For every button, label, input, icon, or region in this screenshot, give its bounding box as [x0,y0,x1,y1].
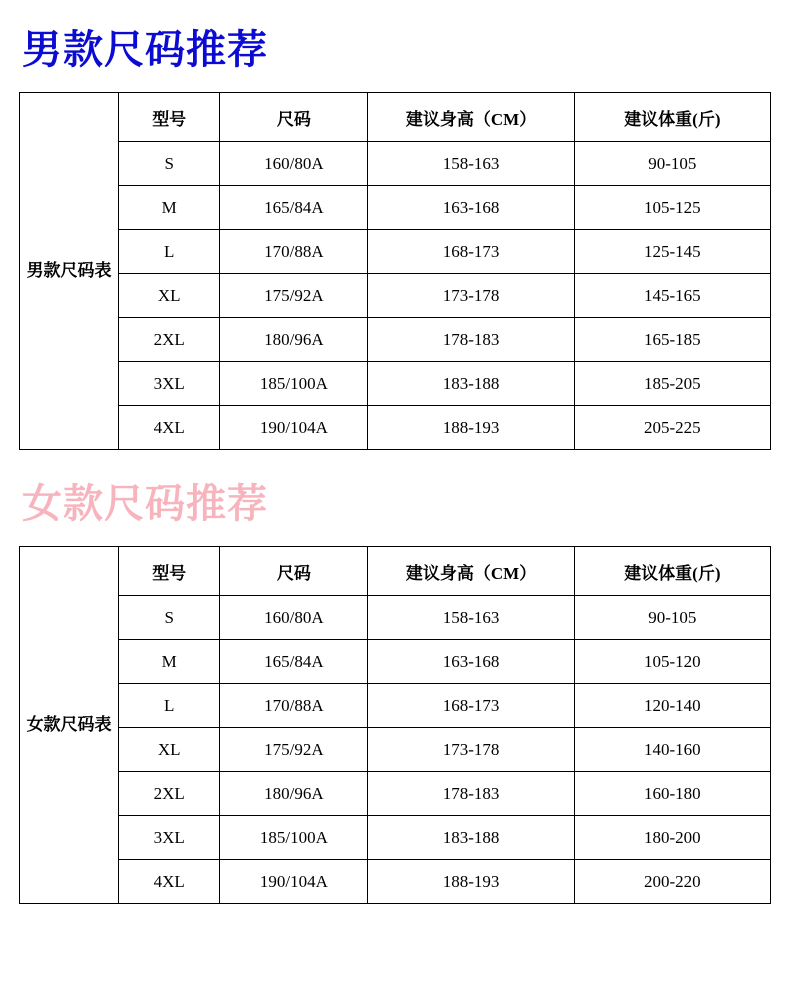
cell-size: 170/88A [220,684,368,728]
cell-size: 165/84A [220,186,368,230]
table-row [20,274,771,318]
cell-size: 185/100A [220,362,368,406]
column-header-height: 建议身高（CM） [368,547,574,596]
female-section-title: 女款尺码推荐 [22,481,268,527]
cell-weight: 90-105 [574,596,770,640]
cell-weight: 145-165 [574,274,770,318]
female-size-section [0,481,790,904]
male-size-table [19,92,771,450]
cell-size: 160/80A [220,142,368,186]
cell-size: 185/100A [220,816,368,860]
cell-model: 4XL [119,406,220,450]
table-row [20,816,771,860]
cell-size: 170/88A [220,230,368,274]
cell-size: 160/80A [220,596,368,640]
cell-size: 190/104A [220,860,368,904]
cell-weight: 125-145 [574,230,770,274]
cell-height: 173-178 [368,728,574,772]
cell-height: 173-178 [368,274,574,318]
table-row [20,772,771,816]
table-row [20,684,771,728]
cell-height: 183-188 [368,816,574,860]
cell-weight: 105-120 [574,640,770,684]
table-header-row [20,93,771,142]
male-size-section [0,27,790,450]
cell-model: S [119,142,220,186]
cell-size: 180/96A [220,318,368,362]
cell-model: M [119,186,220,230]
column-header-weight: 建议体重(斤) [574,547,770,596]
cell-weight: 180-200 [574,816,770,860]
column-header-size: 尺码 [220,93,368,142]
cell-model: 3XL [119,816,220,860]
cell-model: 2XL [119,772,220,816]
cell-size: 175/92A [220,728,368,772]
cell-height: 158-163 [368,596,574,640]
column-header-size: 尺码 [220,547,368,596]
cell-model: S [119,596,220,640]
column-header-height: 建议身高（CM） [368,93,574,142]
table-row [20,596,771,640]
cell-height: 163-168 [368,640,574,684]
table-row [20,406,771,450]
table-row [20,728,771,772]
cell-height: 163-168 [368,186,574,230]
size-chart-page [0,27,790,1004]
cell-model: XL [119,274,220,318]
male-table-row-label: 男款尺码表 [20,93,119,450]
table-row [20,362,771,406]
cell-weight: 105-125 [574,186,770,230]
table-row [20,186,771,230]
cell-model: 4XL [119,860,220,904]
cell-weight: 160-180 [574,772,770,816]
table-row [20,142,771,186]
male-section-title: 男款尺码推荐 [22,27,268,73]
cell-weight: 205-225 [574,406,770,450]
cell-size: 165/84A [220,640,368,684]
cell-height: 178-183 [368,772,574,816]
cell-model: XL [119,728,220,772]
cell-height: 168-173 [368,684,574,728]
cell-weight: 165-185 [574,318,770,362]
cell-model: M [119,640,220,684]
cell-height: 183-188 [368,362,574,406]
cell-size: 180/96A [220,772,368,816]
cell-height: 188-193 [368,860,574,904]
table-row [20,318,771,362]
column-header-weight: 建议体重(斤) [574,93,770,142]
cell-weight: 140-160 [574,728,770,772]
cell-weight: 120-140 [574,684,770,728]
table-row [20,860,771,904]
cell-height: 168-173 [368,230,574,274]
table-row [20,230,771,274]
cell-height: 178-183 [368,318,574,362]
cell-weight: 90-105 [574,142,770,186]
female-size-table [19,546,771,904]
cell-model: 3XL [119,362,220,406]
cell-model: L [119,230,220,274]
cell-size: 175/92A [220,274,368,318]
cell-weight: 185-205 [574,362,770,406]
cell-model: L [119,684,220,728]
column-header-model: 型号 [119,547,220,596]
cell-model: 2XL [119,318,220,362]
cell-size: 190/104A [220,406,368,450]
column-header-model: 型号 [119,93,220,142]
cell-height: 188-193 [368,406,574,450]
table-row [20,640,771,684]
table-header-row [20,547,771,596]
female-table-row-label: 女款尺码表 [20,547,119,904]
cell-weight: 200-220 [574,860,770,904]
cell-height: 158-163 [368,142,574,186]
